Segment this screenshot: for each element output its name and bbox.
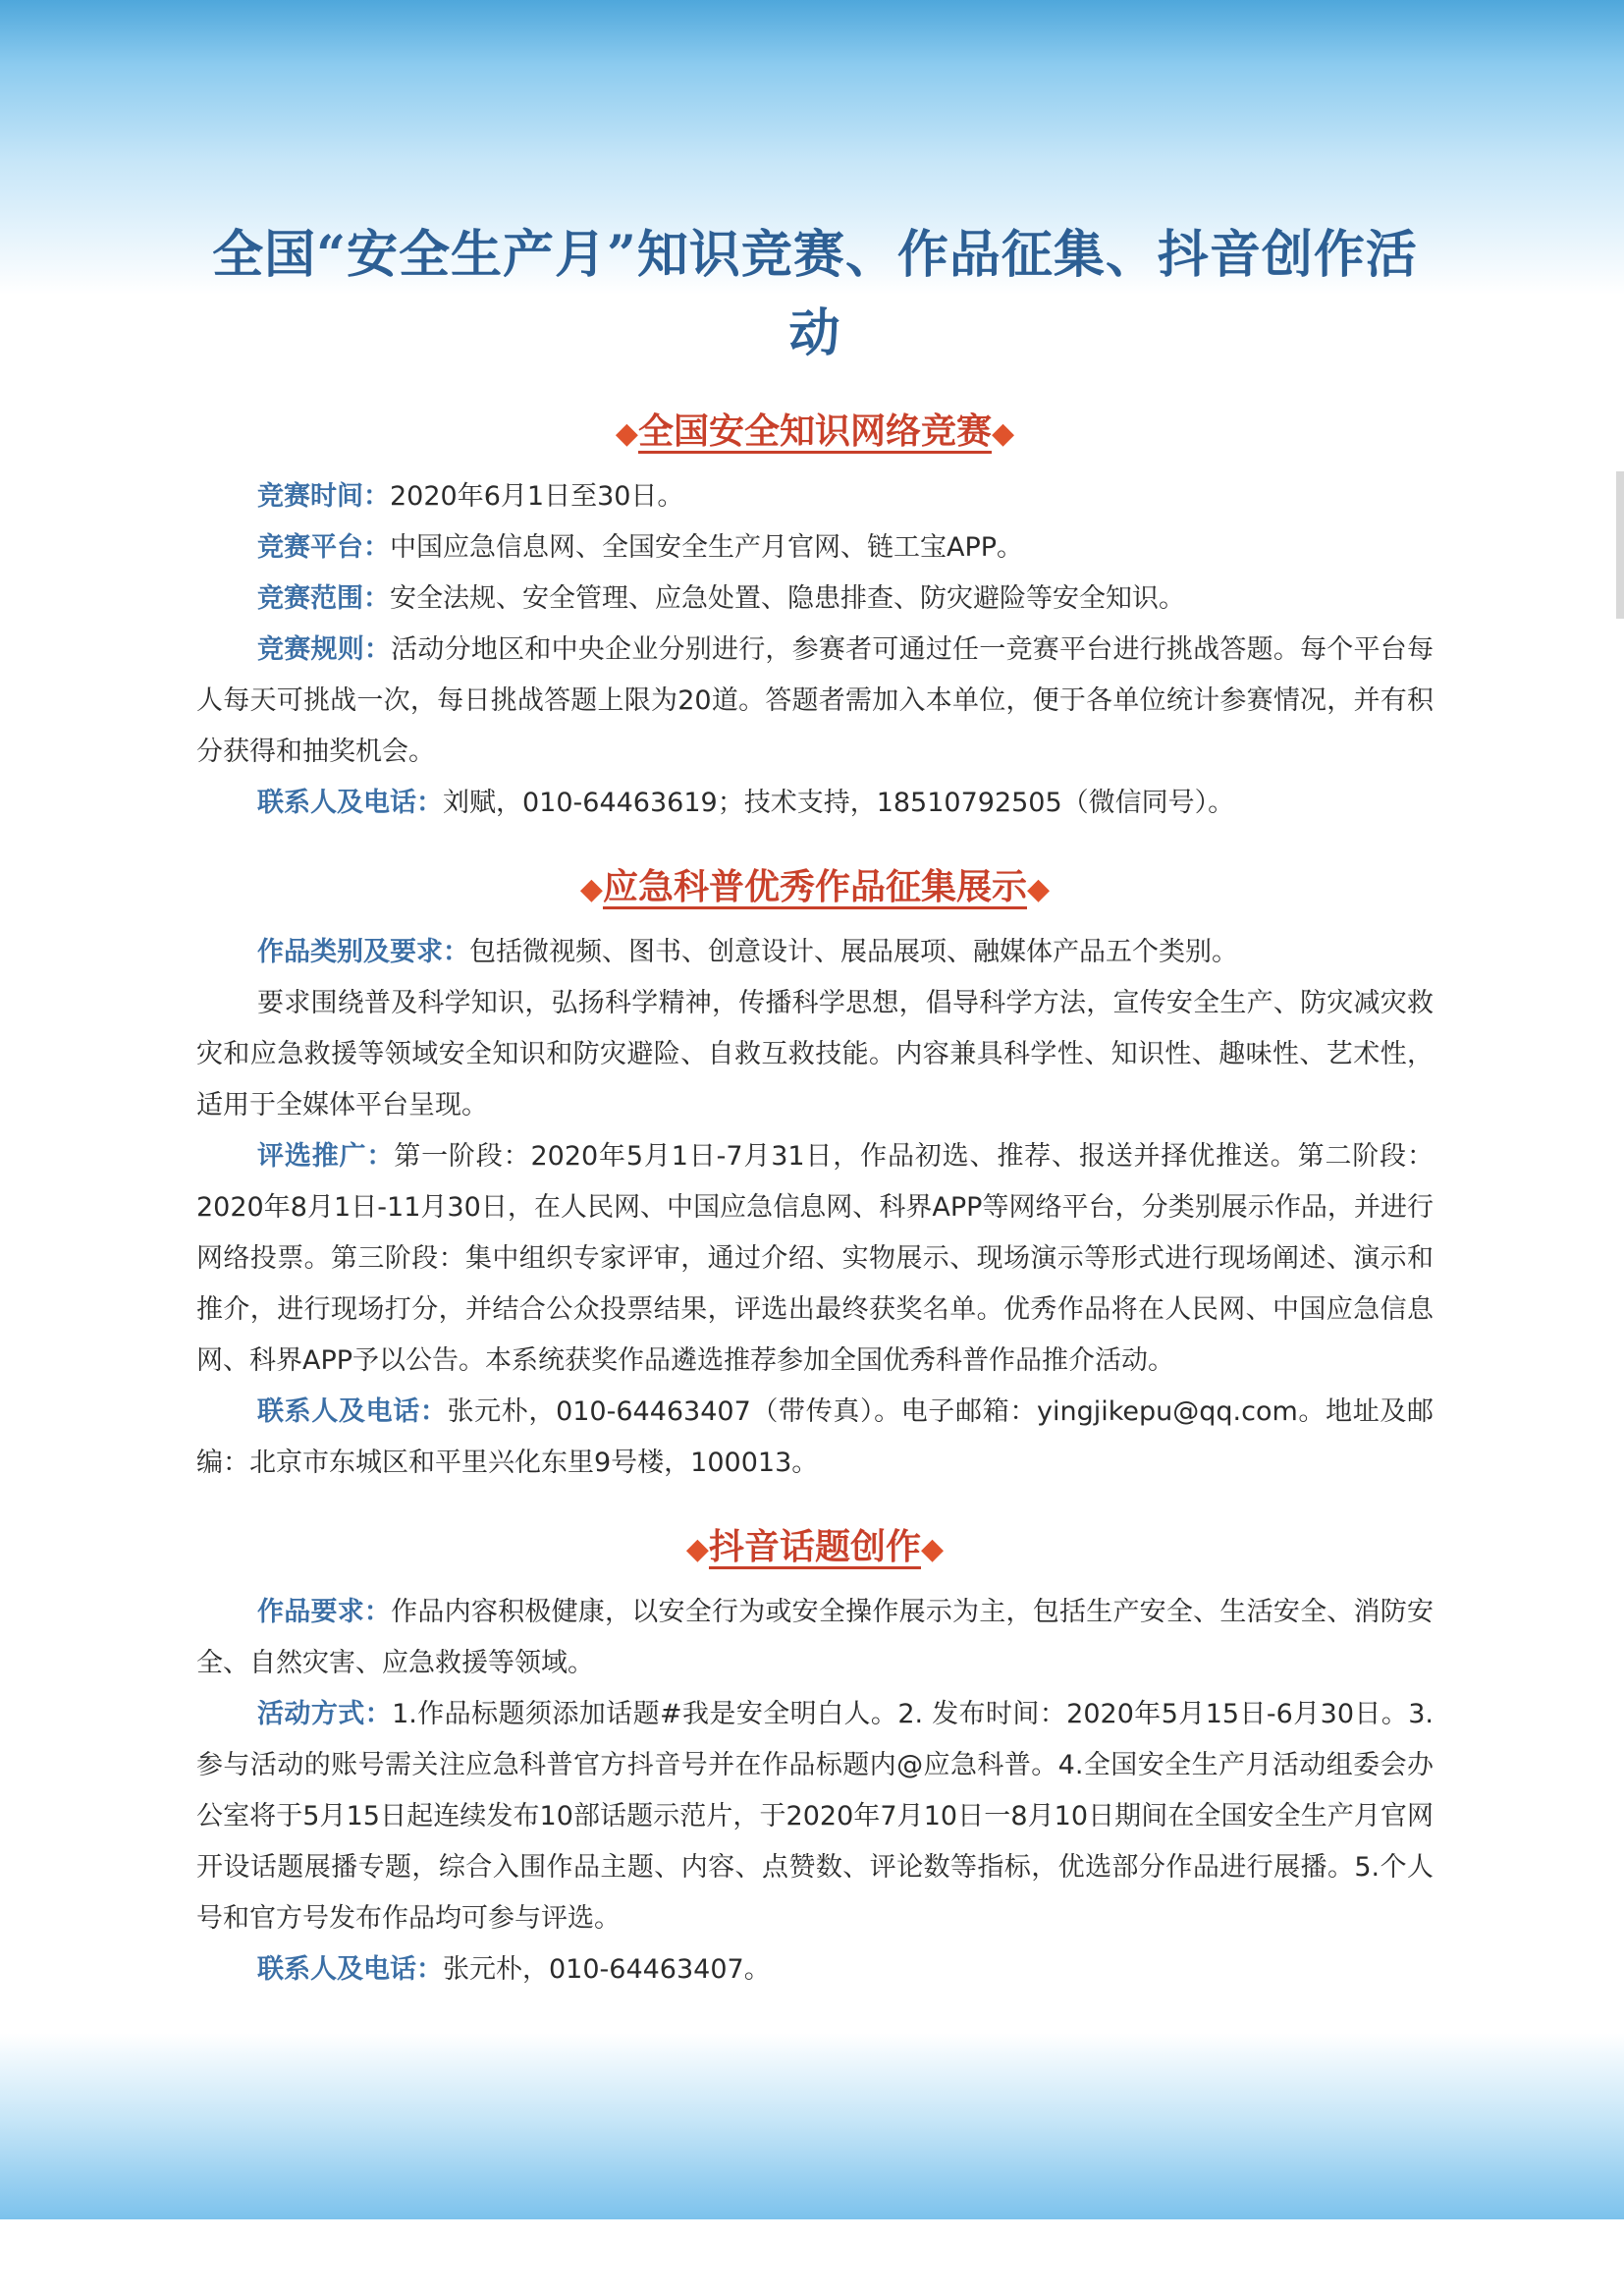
field-value: 刘赋，010-64463619；技术支持，18510792505（微信同号）。 [443,788,1235,818]
diamond-icon: ◆ [685,1532,709,1566]
diamond-icon: ◆ [1027,872,1051,906]
field-label: 联系人及电话： [257,788,443,818]
field-value: 张元朴，010-64463407（带传真）。电子邮箱：yingjikepu@qq.com。地址及邮编：北京市东城区和平里兴化东里9号楼，100013。 [196,1396,1434,1478]
paragraph [196,471,1434,522]
field-value: 活动分地区和中央企业分别进行，参赛者可通过任一竞赛平台进行挑战答题。每个平台每人每天可挑战一次，每日挑战答题上限为20道。答题者需加入本单位，便于各单位统计参赛情况，并有积分获得和抽奖机会。 [196,634,1435,767]
diamond-icon: ◆ [615,416,638,451]
document-body [196,216,1434,1995]
section-heading [196,1522,1434,1575]
section-heading [196,407,1434,460]
paragraph [196,1689,1434,1944]
field-label: 评选推广： [257,1141,395,1172]
paragraph [196,574,1434,625]
section-heading [196,862,1434,915]
paragraph [196,1587,1434,1689]
bottom-decorative-band [0,2033,1624,2219]
paragraph [196,778,1434,829]
paragraph [196,1944,1434,1995]
field-label: 竞赛平台： [257,532,390,563]
field-value: 要求围绕普及科学知识，弘扬科学精神，传播科学思想，倡导科学方法，宣传安全生产、防灾减灾救灾和应急救援等领域安全知识和防灾避险、自救互救技能。内容兼具科学性、知识性、趣味性、艺术性，适用于全媒体平台呈现。 [196,988,1434,1121]
section-heading-label: 应急科普优秀作品征集展示 [602,867,1027,907]
field-value: 包括微视频、图书、创意设计、展品展项、融媒体产品五个类别。 [469,937,1238,967]
diamond-icon: ◆ [992,416,1015,451]
field-label: 竞赛规则： [257,634,392,665]
section-network-quiz [196,407,1434,829]
field-value: 安全法规、安全管理、应急处置、隐患排查、防灾避险等安全知识。 [390,583,1185,614]
field-value: 作品内容积极健康，以安全行为或安全操作展示为主，包括生产安全、生活安全、消防安全、自然灾害、应急救援等领域。 [196,1597,1435,1678]
paragraph [196,625,1434,778]
diamond-icon: ◆ [921,1532,945,1566]
field-label: 作品类别及要求： [257,937,469,967]
field-value: 张元朴，010-64463407。 [443,1954,771,1985]
field-value: 中国应急信息网、全国安全生产月官网、链工宝APP。 [390,532,1024,563]
field-label: 活动方式： [257,1699,393,1729]
field-label: 联系人及电话： [257,1954,443,1985]
paragraph [196,522,1434,574]
section-heading-label: 全国安全知识网络竞赛 [637,411,992,452]
field-label: 联系人及电话： [257,1396,448,1427]
field-label: 竞赛范围： [257,583,390,614]
paragraph [196,1131,1434,1387]
paragraph [196,978,1434,1131]
diamond-icon: ◆ [579,872,603,906]
bottom-margin [0,2219,1624,2296]
page-title: 全国“安全生产月”知识竞赛、作品征集、抖音创作活动 [212,225,1418,363]
paragraph [196,927,1434,978]
field-value: 2020年6月1日至30日。 [390,481,684,512]
field-value: 1.作品标题须添加话题#我是安全明白人。2. 发布时间：2020年5月15日-6月30日。3. 参与活动的账号需关注应急科普官方抖音号并在作品标题内@应急科普。4.全国安全生产月活动组委会办公室将于5月15日起连续发布10部话题示范片，于2020年7月10日一8月10日期间在全国安全生产月官网开设话题展播专题，综合入围作品主题、内容、点赞数、评论数等指标，优选部分作品进行展播。5.个人号和官方号发布作品均可参与评选。 [196,1699,1435,1934]
section-heading-label: 抖音话题创作 [708,1527,921,1567]
field-label: 竞赛时间： [257,481,390,512]
section-douyin-topic [196,1522,1434,1995]
field-value: 第一阶段：2020年5月1日-7月31日，作品初选、推荐、报送并择优推送。第二阶段：2020年8月1日-11月30日，在人民网、中国应急信息网、科界APP等网络平台，分类别展示作品，并进行网络投票。第三阶段：集中组织专家评审，通过介绍、实物展示、现场演示等形式进行现场阐述、演示和推介，进行现场打分，并结合公众投票结果，评选出最终获奖名单。优秀作品将在人民网、中国应急信息网、科界APP予以公告。本系统获奖作品遴选推荐参加全国优秀科普作品推介活动。 [196,1141,1434,1376]
section-works-collection [196,862,1434,1489]
scan-edge-mark [1616,471,1624,619]
field-label: 作品要求： [257,1597,392,1627]
paragraph [196,1387,1434,1489]
